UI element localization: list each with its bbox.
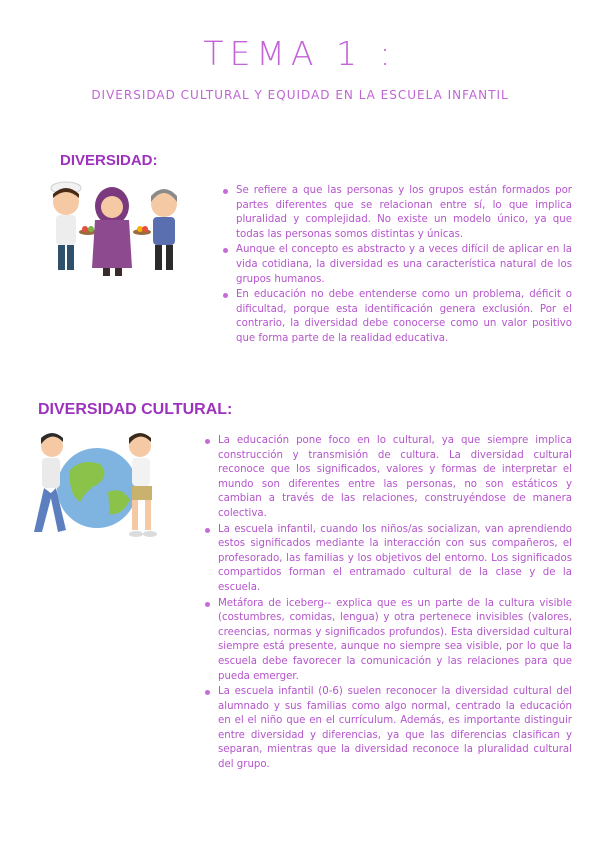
diversidad-cultural-bullet-list [204,434,572,774]
list-item: Metáfora de iceberg-- explica que es un parte de la cultura visible (costumbres, comidas, lengua) y otra pertenece invisibles (valores, creencias, normas y significados profundos). Esta diversidad cultural siempre está presente, aunque no siempre sea visible, por lo que la escuela debe favorecer la comunicación y las relaciones para que pueda emerger. [204,597,572,685]
section-heading-diversidad: DIVERSIDAD: [60,152,158,169]
diversidad-bullet-list [222,184,572,348]
list-item: Aunque el concepto es abstracto y a veces difícil de aplicar en la vida cotidiana, la diversidad es una característica natural de los grupos humanos. [222,243,572,287]
list-item: La educación pone foco en lo cultural, ya que siempre implica construcción y transmisión de cultura. La diversidad cultural reconoce que los significados, valores y formas de interpretar el mundo son diferentes entre las personas, no son estáticos y cambian a través de las relaciones, construyéndose de manera colectiva. [204,434,572,522]
list-item: Se refiere a que las personas y los grupos están formados por partes diferentes que se relacionan entre sí, lo que implica pluralidad y complejidad. No existe un modelo único, ya que todas las personas somos distintas y únicas. [222,184,572,242]
page-title: TEMA 1 : [203,34,397,73]
list-item: En educación no debe entenderse como un problema, déficit o dificultad, porque esta identificación genera exclusión. Por el contrario, la diversidad debe conocerse como un valor positivo que forma parte de la realidad educativa. [222,288,572,346]
children-sharing-food-illustration [40,180,190,280]
page-subtitle: DIVERSIDAD CULTURAL Y EQUIDAD EN LA ESCUELA INFANTIL [91,88,509,102]
list-item: La escuela infantil, cuando los niños/as socializan, van aprendiendo estos significados mediante la interacción con sus compañeros, el profesorado, las familias y los objetivos del entorno. Los significados compartidos forman el entramado cultural de la clase y de la escuela. [204,523,572,596]
children-holding-globe-illustration [22,430,172,548]
list-item: La escuela infantil (0-6) suelen reconocer la diversidad cultural del alumnado y sus familias como algo normal, centrado la educación en el el niño que en el currículum. Además, es importante distinguir entre diversidad y diferencias, ya que las diferencias clasifican y separan, mientras que la diversidad reconoce la pluralidad cultural del grupo. [204,685,572,773]
section-heading-diversidad-cultural: DIVERSIDAD CULTURAL: [38,401,233,418]
